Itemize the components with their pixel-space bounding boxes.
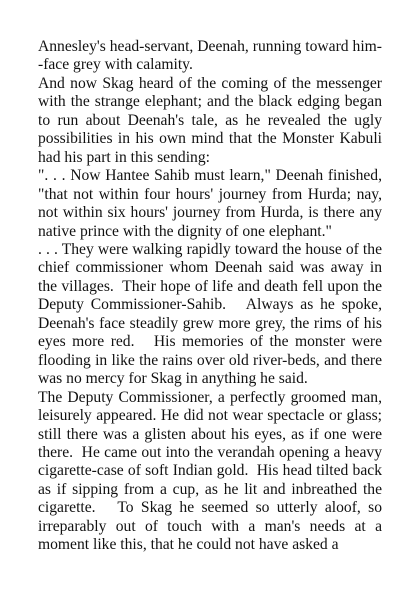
page-text (38, 38, 386, 555)
paragraph-4: . . . They were walking rapidly toward the house of the chief commissioner whom Deenah said was away in the villages. Their hope of life and death fell upon the Deputy Commissioner-Sahib. Always as he spoke, Deenah's face steadily grew more grey, the rims of his eyes more red. His memories of the monster were flooding in like the rains over old river-beds, and there was no mercy for Skag in anything he said. (38, 240, 386, 388)
paragraph-3: ". . . Now Hantee Sahib must learn," Deenah finished, "that not within four hours' journey from Hurda; nay, not within six hours' journey from Hurda, is there any native prince with the dignity of one elephant." (38, 167, 386, 240)
paragraph-1: Annesley's head-servant, Deenah, running toward him--face grey with calamity. (38, 38, 382, 74)
paragraph-5: The Deputy Commissioner, a perfectly groomed man, leisurely appeared. He did not wear spectacle or glass; still there was a glisten about his eyes, as if one were there. He came out into the verandah opening a heavy cigarette-case of soft Indian gold. His head tilted back as if sipping from a cup, as he lit and inbreathed the cigarette. To Skag he seemed so utterly aloof, so irreparably out of touch with a man's needs at a moment like this, that he could not have asked a (38, 388, 386, 554)
paragraph-2: And now Skag heard of the coming of the messenger with the strange elephant; and the black edging began to run about Deenah's tale, as he revealed the ugly possibilities in his own mind that the Monster Kabuli had his part in this sending: (38, 74, 386, 166)
